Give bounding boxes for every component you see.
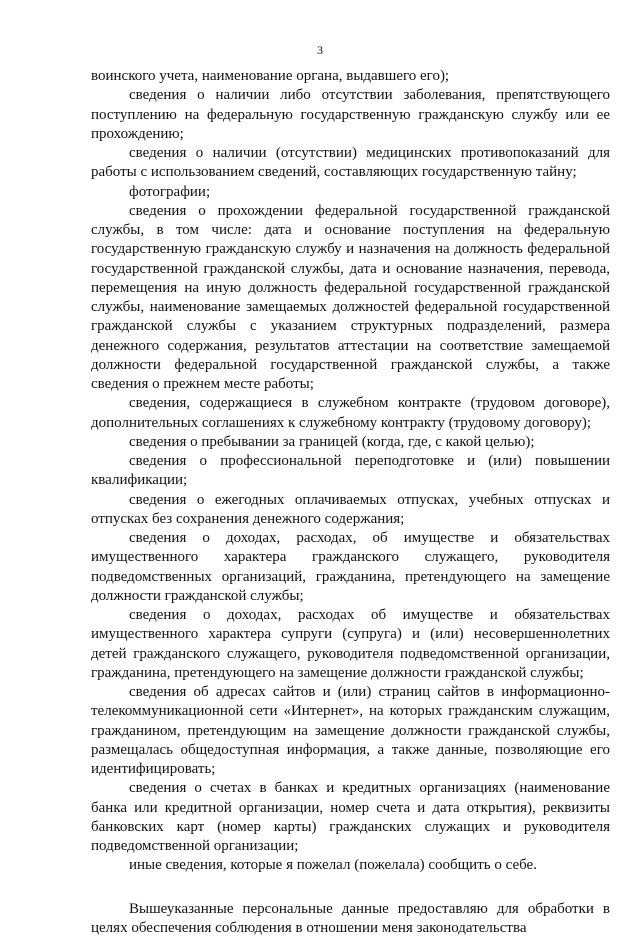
- paragraph-service-contract: сведения, содержащиеся в служебном контракте (трудовом договоре), дополнительных соглашениях к служебному контракту (трудовому договору);: [91, 394, 610, 433]
- paragraph-vacations: сведения о ежегодных оплачиваемых отпусках, учебных отпусках и отпусках без сохранения денежного содержания;: [91, 491, 610, 530]
- paragraph-other-info: иные сведения, которые я пожелал (пожелала) сообщить о себе.: [91, 856, 610, 875]
- paragraph-retraining: сведения о профессиональной переподготовке и (или) повышении квалификации;: [91, 452, 610, 491]
- paragraph-income-family: сведения о доходах, расходах об имуществе и обязательствах имущественного характера супруги (супруга) и (или) несовершеннолетних детей гражданского служащего, руководителя подведомственной организации, гражданина, претендующего на замещение должности гражданской службы;: [91, 606, 610, 683]
- paragraph-bank-accounts: сведения о счетах в банках и кредитных организациях (наименование банка или кредитной организации, номер счета и дата открытия), реквизиты банковских карт (номер карты) гражданских служащих и руководителя подведомственной организации;: [91, 779, 610, 856]
- paragraph-stay-abroad: сведения о пребывании за границей (когда, где, с какой целью);: [91, 433, 610, 452]
- page-number: 3: [0, 43, 640, 57]
- paragraph-service-history: сведения о прохождении федеральной государственной гражданской службы, в том числе: дата и основание поступления на федеральную государственную гражданскую службу и назначения на должность федеральной государственной гражданской службы, дата и основание назначения, перевода, перемещения на иную должность федеральной государственной гражданской службы, наименование замещаемых должностей федеральной государственной гражданской службы с указанием структурных подразделений, размера денежного содержания, результатов аттестации на соответствие замещаемой должности федеральной государственной гражданской службы, а также сведения о прежнем месте работы;: [91, 202, 610, 395]
- paragraph-disease-info: сведения о наличии либо отсутствии заболевания, препятствующего поступлению на федеральную государственную гражданскую службу или ее прохождению;: [91, 86, 610, 144]
- paragraph-internet-sites: сведения об адресах сайтов и (или) страниц сайтов в информационно-телекоммуникационной сети «Интернет», на которых гражданским служащим, гражданином, претендующим на замещение должности гражданской службы, размещалась общедоступная информация, а также данные, позволяющие его идентифицировать;: [91, 683, 610, 779]
- paragraph-military-registration-continuation: воинского учета, наименование органа, выдавшего его);: [91, 67, 610, 86]
- paragraph-consent-purpose: Вышеуказанные персональные данные предоставляю для обработки в целях обеспечения соблюдения в отношении меня законодательства: [91, 900, 610, 938]
- paragraph-photographs: фотографии;: [91, 183, 610, 202]
- paragraph-medical-contraindications: сведения о наличии (отсутствии) медицинских противопоказаний для работы с использованием сведений, составляющих государственную тайну;: [91, 144, 610, 183]
- document-body: [91, 67, 610, 938]
- paragraph-income-servant: сведения о доходах, расходах, об имуществе и обязательствах имущественного характера гражданского служащего, руководителя подведомственных организаций, гражданина, претендующего на замещение должности гражданской службы;: [91, 529, 610, 606]
